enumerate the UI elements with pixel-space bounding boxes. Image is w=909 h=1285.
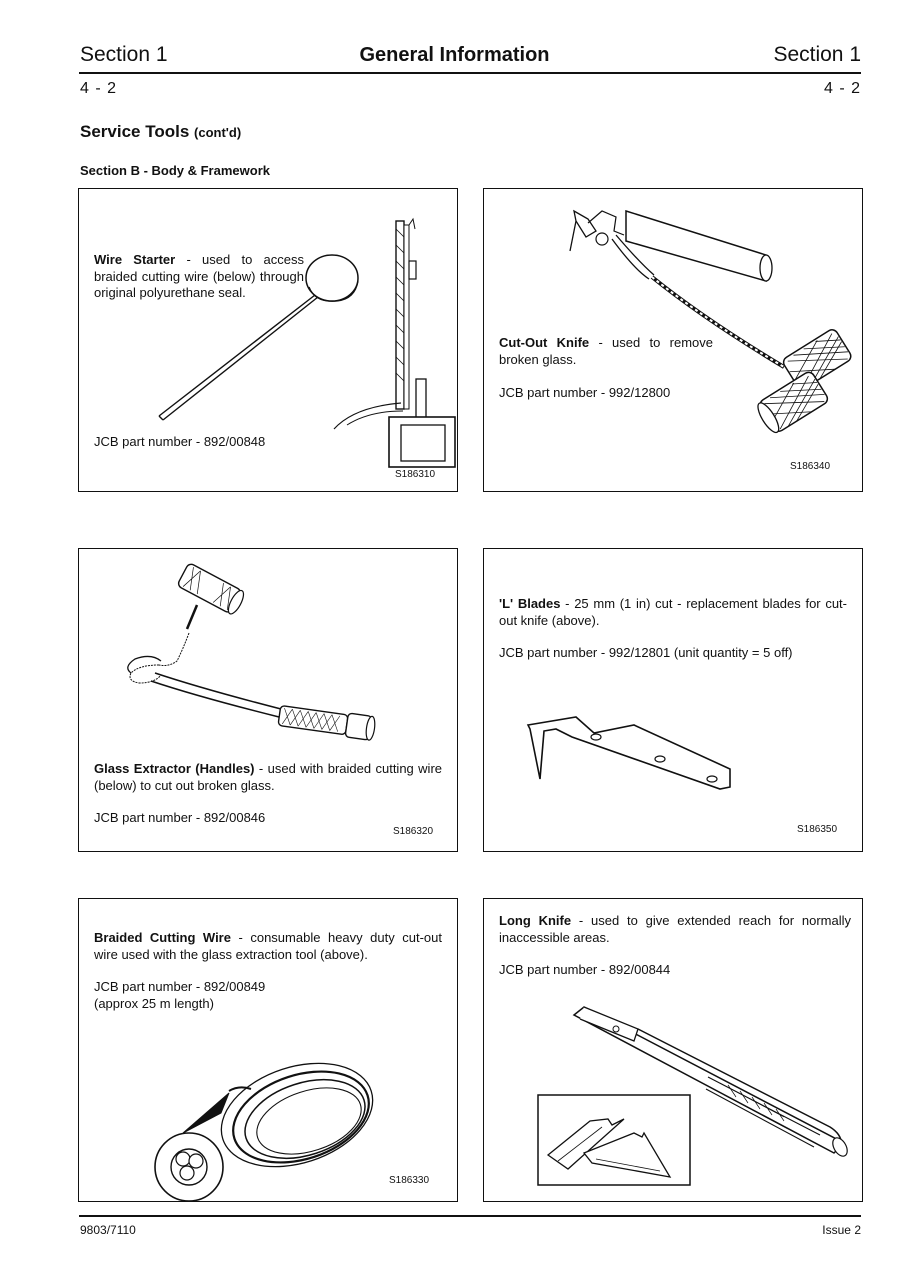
figure-ref: S186350 — [797, 824, 838, 835]
cut-out-knife-icon — [484, 189, 864, 493]
figure-ref: S186310 — [395, 469, 436, 480]
section-heading-title: Service Tools — [80, 122, 190, 141]
tool-name: Glass Extractor (Handles) — [94, 761, 255, 776]
tool-description-text: - 25 mm (1 in) cut - replacement blades for cut-out knife (above). — [499, 596, 847, 628]
tool-name: Wire Starter — [94, 252, 176, 267]
figure-ref: S186320 — [393, 826, 434, 837]
tool-card-braided-wire — [78, 898, 458, 1202]
header-section-right: Section 1 — [773, 43, 861, 66]
page-number-right: 4 - 2 — [823, 80, 861, 97]
long-knife-icon — [484, 899, 864, 1203]
tool-description-text: - used to give extended reach for normally inaccessible areas. — [499, 913, 851, 945]
tool-name: Cut-Out Knife — [499, 335, 590, 350]
page-title: General Information — [359, 44, 550, 66]
header-section-left: Section 1 — [80, 43, 168, 66]
l-blade-icon — [484, 549, 864, 853]
braided-wire-icon — [79, 899, 459, 1203]
tool-description-text: - used to access braided cutting wire (below) through original polyurethane seal. — [94, 252, 304, 300]
footer-rule — [79, 1215, 861, 1217]
tool-part-number: JCB part number - 892/00848 — [94, 434, 266, 449]
wire-starter-icon — [79, 189, 459, 493]
tool-card-long-knife — [483, 898, 863, 1202]
tool-description-text: - used to remove broken glass. — [499, 335, 713, 367]
section-heading — [80, 122, 241, 142]
footer-issue: Issue 2 — [822, 1223, 861, 1237]
tool-description-text: - consumable heavy duty cut-out wire used with the glass extraction tool (above). — [94, 930, 442, 962]
tool-card-cut-out-knife — [483, 188, 863, 492]
tool-part-number: JCB part number - 992/12800 — [499, 385, 671, 400]
tool-part-number: JCB part number - 992/12801 (unit quantity = 5 off) — [499, 645, 793, 660]
header-rule — [79, 72, 861, 74]
tool-card-l-blades — [483, 548, 863, 852]
tool-part-number: JCB part number - 892/00844 — [499, 962, 671, 977]
tool-card-glass-extractor — [78, 548, 458, 852]
tool-description-text: - used with braided cutting wire (below) to cut out broken glass. — [94, 761, 443, 793]
tool-name: Long Knife — [499, 913, 572, 928]
tool-part-length: (approx 25 m length) — [94, 996, 214, 1011]
section-heading-suffix: (cont'd) — [194, 125, 242, 140]
tool-part-number: JCB part number - 892/00846 — [94, 810, 266, 825]
tool-part-number: JCB part number - 892/00849 — [94, 979, 266, 994]
tool-card-wire-starter — [78, 188, 458, 492]
figure-ref: S186330 — [389, 1175, 430, 1186]
footer-doc-number: 9803/7110 — [80, 1223, 136, 1237]
figure-ref: S186340 — [790, 461, 831, 472]
section-subheading: Section B - Body & Framework — [80, 163, 270, 178]
glass-extractor-icon — [79, 549, 459, 853]
tool-name: 'L' Blades — [499, 596, 561, 611]
tool-name: Braided Cutting Wire — [94, 930, 231, 945]
page-number-left: 4 - 2 — [80, 80, 118, 97]
